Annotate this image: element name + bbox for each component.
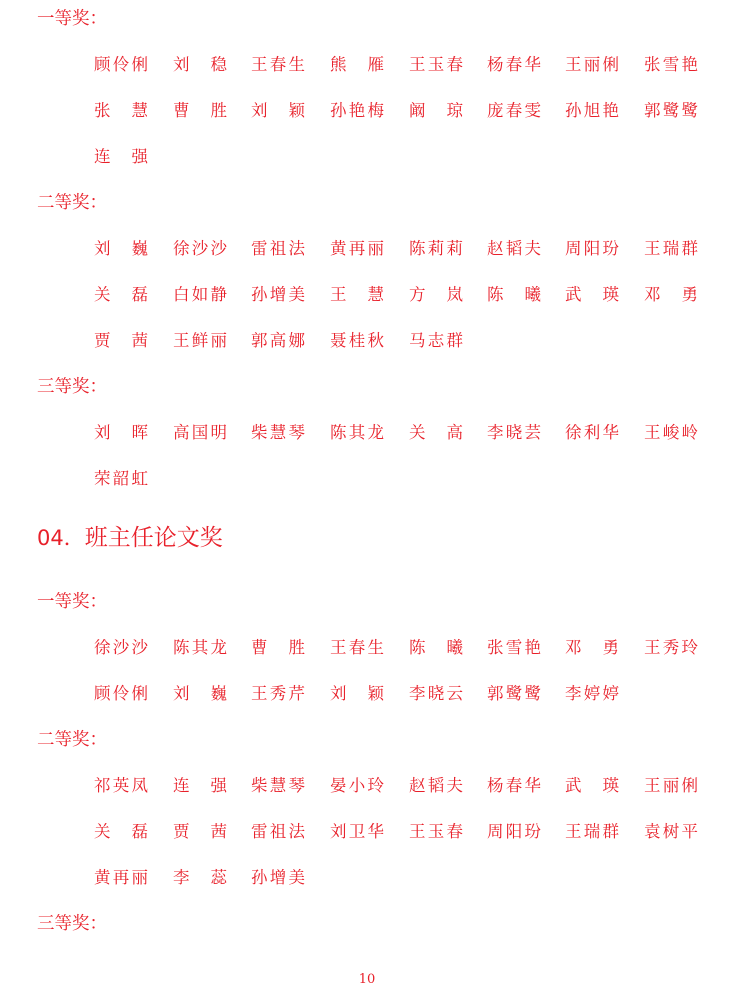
award-level-label: 一等奖： xyxy=(37,592,107,612)
name-row xyxy=(0,634,734,662)
awardee-name: 邓 勇 xyxy=(565,638,619,657)
award-level-label: 三等奖： xyxy=(37,377,107,397)
awardee-name: 杨春华 xyxy=(487,55,541,74)
awardee-name: 王春生 xyxy=(330,638,384,657)
awardee-name: 刘 颖 xyxy=(251,101,305,120)
awardee-name: 马志群 xyxy=(409,331,463,350)
awardee-name: 刘卫华 xyxy=(330,822,384,841)
awardee-name: 王鲜丽 xyxy=(173,331,227,350)
awardee-name: 徐利华 xyxy=(565,423,619,442)
name-row xyxy=(0,235,734,263)
awardee-name: 孙旭艳 xyxy=(565,101,619,120)
awardee-name: 郭鹭鹭 xyxy=(644,101,698,120)
award-level-label: 二等奖： xyxy=(37,730,107,750)
awardee-name: 武 瑛 xyxy=(565,285,619,304)
awardee-name: 荣韶虹 xyxy=(94,469,148,488)
awardee-name: 孙增美 xyxy=(251,285,305,304)
award-level-row xyxy=(0,910,734,938)
awardee-name: 王玉春 xyxy=(409,822,463,841)
awardee-name: 李晓芸 xyxy=(487,423,541,442)
awardee-name: 高国明 xyxy=(173,423,227,442)
awardee-name: 张雪艳 xyxy=(487,638,541,657)
name-row xyxy=(0,465,734,493)
awardee-name: 顾伶俐 xyxy=(94,55,148,74)
name-row xyxy=(0,818,734,846)
awardee-name: 周阳玢 xyxy=(565,239,619,258)
awardee-name: 赵韬夫 xyxy=(487,239,541,258)
name-row xyxy=(0,143,734,171)
name-row xyxy=(0,419,734,447)
awardee-name: 孙艳梅 xyxy=(330,101,384,120)
section-number: 04． xyxy=(37,526,85,550)
awardee-name: 柴慧琴 xyxy=(251,776,305,795)
awardee-name: 张雪艳 xyxy=(644,55,698,74)
name-row xyxy=(0,281,734,309)
award-level-label: 二等奖： xyxy=(37,193,107,213)
awardee-name: 王春生 xyxy=(251,55,305,74)
awardee-name: 陈 曦 xyxy=(409,638,463,657)
awardee-name: 邓 勇 xyxy=(644,285,698,304)
awardee-name: 刘 巍 xyxy=(173,684,227,703)
awardee-name: 陈 曦 xyxy=(487,285,541,304)
awardee-name: 关 高 xyxy=(409,423,463,442)
awardee-name: 阚 琼 xyxy=(409,101,463,120)
awardee-name: 曹 胜 xyxy=(173,101,227,120)
awardee-name: 贾 茜 xyxy=(173,822,227,841)
awardee-name: 徐沙沙 xyxy=(173,239,227,258)
award-level-row xyxy=(0,726,734,754)
name-row xyxy=(0,327,734,355)
awardee-name: 张 慧 xyxy=(94,101,148,120)
awardee-name: 袁树平 xyxy=(644,822,698,841)
awardee-name: 周阳玢 xyxy=(487,822,541,841)
awardee-name: 徐沙沙 xyxy=(94,638,148,657)
awardee-name: 曹 胜 xyxy=(251,638,305,657)
awardee-name: 王 慧 xyxy=(330,285,384,304)
awardee-name: 王玉春 xyxy=(409,55,463,74)
awardee-name: 祁英凤 xyxy=(94,776,148,795)
awardee-name: 方 岚 xyxy=(409,285,463,304)
awardee-name: 王丽俐 xyxy=(565,55,619,74)
award-level-row xyxy=(0,588,734,616)
awardee-name: 李 蕊 xyxy=(173,868,227,887)
awardee-name: 柴慧琴 xyxy=(251,423,305,442)
award-level-label: 三等奖： xyxy=(37,914,107,934)
awardee-name: 顾伶俐 xyxy=(94,684,148,703)
awardee-name: 王秀芹 xyxy=(251,684,305,703)
award-level-row xyxy=(0,373,734,401)
name-row xyxy=(0,97,734,125)
awardee-name: 陈其龙 xyxy=(330,423,384,442)
awardee-name: 刘 晖 xyxy=(94,423,148,442)
awardee-name: 李婷婷 xyxy=(565,684,619,703)
awardee-name: 王瑞群 xyxy=(644,239,698,258)
awardee-name: 孙增美 xyxy=(251,868,305,887)
awardee-name: 刘 巍 xyxy=(94,239,148,258)
awardee-name: 王丽俐 xyxy=(644,776,698,795)
award-level-label: 一等奖： xyxy=(37,9,107,29)
awardee-name: 白如静 xyxy=(173,285,227,304)
awardee-name: 武 瑛 xyxy=(565,776,619,795)
awardee-name: 熊 雁 xyxy=(330,55,384,74)
awardee-name: 庞春雯 xyxy=(487,101,541,120)
awardee-name: 王瑞群 xyxy=(565,822,619,841)
awardee-name: 李晓云 xyxy=(409,684,463,703)
section-title: 班主任论文奖 xyxy=(84,525,223,551)
awardee-name: 陈其龙 xyxy=(173,638,227,657)
award-level-row xyxy=(0,189,734,217)
awardee-name: 刘 颖 xyxy=(330,684,384,703)
awardee-name: 关 磊 xyxy=(94,285,148,304)
awardee-name: 王秀玲 xyxy=(644,638,698,657)
awardee-name: 贾 茜 xyxy=(94,331,148,350)
awardee-name: 刘 稳 xyxy=(173,55,227,74)
name-row xyxy=(0,680,734,708)
name-row xyxy=(0,772,734,800)
awardee-name: 陈莉莉 xyxy=(409,239,463,258)
name-row xyxy=(0,864,734,892)
awardee-name: 郭高娜 xyxy=(251,331,305,350)
awardee-name: 黄再丽 xyxy=(330,239,384,258)
awardee-name: 雷祖法 xyxy=(251,239,305,258)
awardee-name: 王峻岭 xyxy=(644,423,698,442)
name-row xyxy=(0,51,734,79)
awardee-name: 赵韬夫 xyxy=(409,776,463,795)
awardee-name: 郭鹭鹭 xyxy=(487,684,541,703)
awardee-name: 雷祖法 xyxy=(251,822,305,841)
awardee-name: 关 磊 xyxy=(94,822,148,841)
awardee-name: 黄再丽 xyxy=(94,868,148,887)
awardee-name: 连 强 xyxy=(94,147,148,166)
awardee-name: 晏小玲 xyxy=(330,776,384,795)
awardee-name: 连 强 xyxy=(173,776,227,795)
award-level-row xyxy=(0,5,734,33)
awardee-name: 杨春华 xyxy=(487,776,541,795)
section-heading xyxy=(37,521,223,555)
awardee-name: 聂桂秋 xyxy=(330,331,384,350)
page-number: 10 xyxy=(358,972,376,987)
